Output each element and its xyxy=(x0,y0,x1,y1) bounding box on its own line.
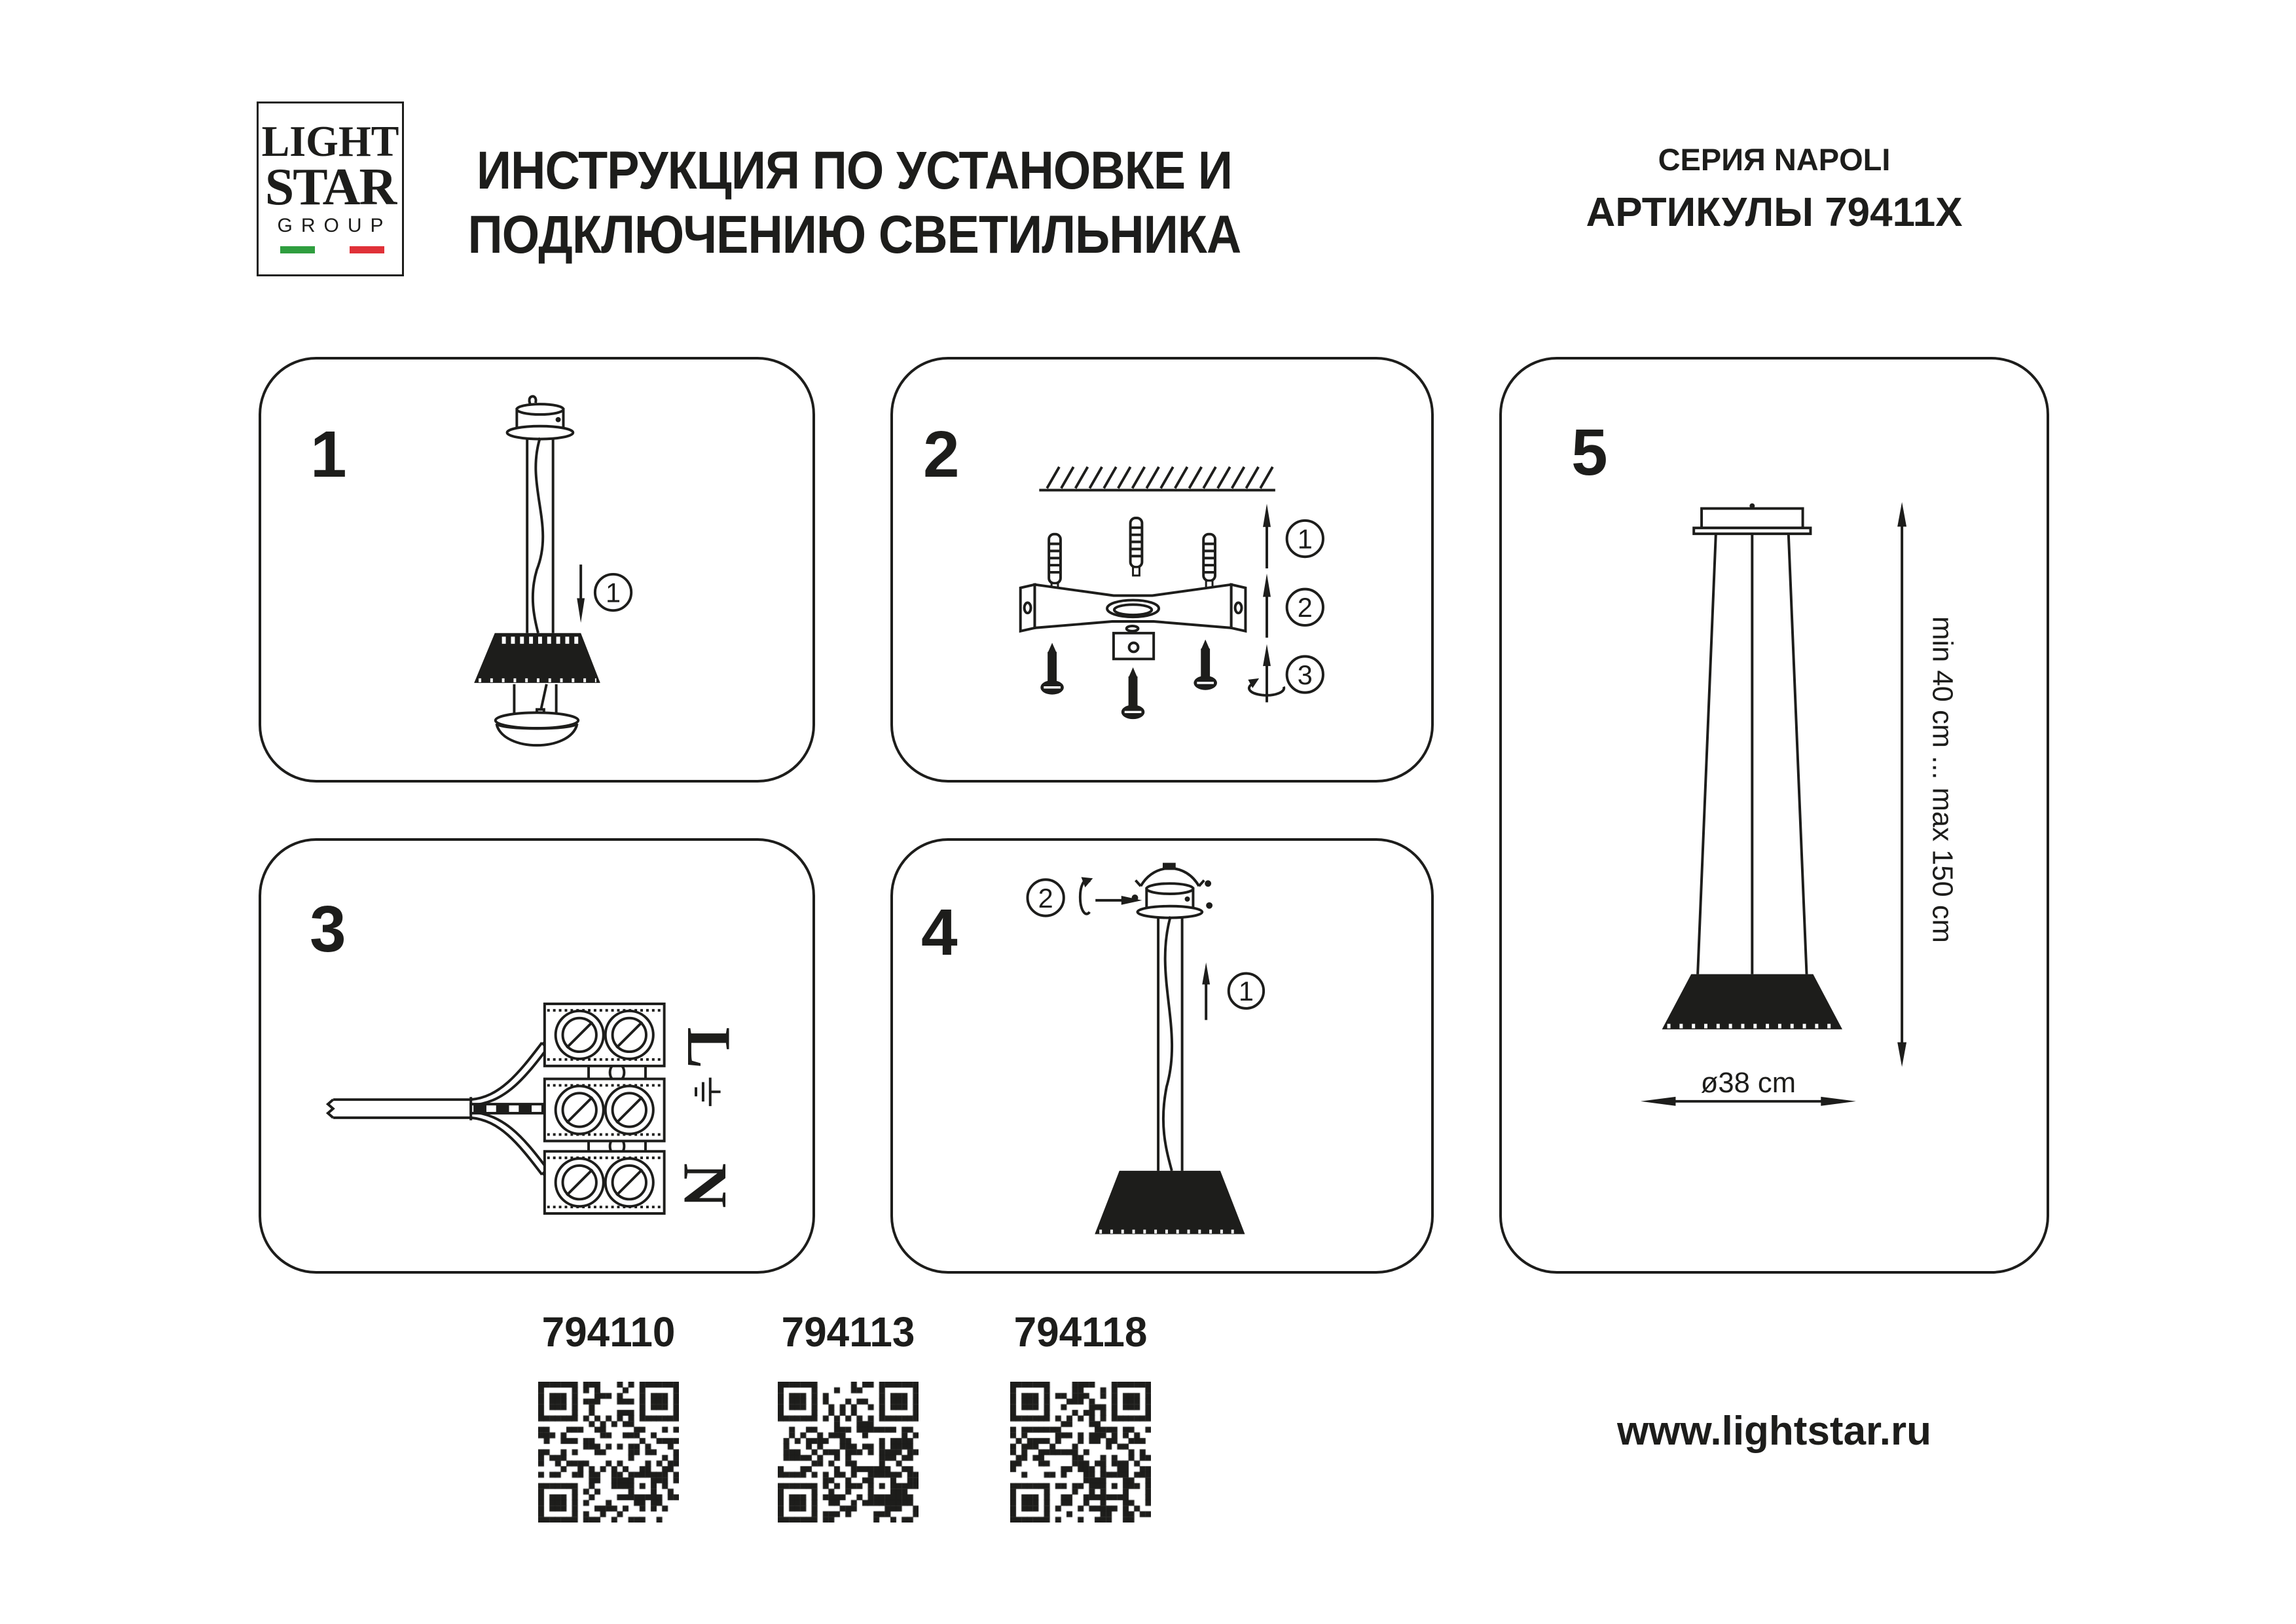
step-panel-2 xyxy=(890,357,1434,783)
article-794110 xyxy=(538,1308,679,1522)
article-code: 794118 xyxy=(1013,1308,1148,1356)
label-neutral-N: N xyxy=(670,1163,740,1208)
lightstar-logo xyxy=(257,101,404,276)
qr-code xyxy=(1010,1382,1151,1522)
step-1-callout-1: 1 xyxy=(606,577,621,608)
website-url: www.lightstar.ru xyxy=(1617,1409,1931,1454)
height-range-label: min 40 cm ... max 150 cm xyxy=(1926,616,1958,943)
step-4-callout-1: 1 xyxy=(1238,976,1254,1007)
step-1-number: 1 xyxy=(310,418,347,491)
step-2-callout-3: 3 xyxy=(1297,659,1313,690)
earth-symbol xyxy=(696,1078,721,1106)
step-2-number: 2 xyxy=(923,418,960,491)
step-panel-3 xyxy=(259,838,815,1274)
step-1-illustration xyxy=(261,360,812,780)
step-4-callout-2: 2 xyxy=(1038,882,1053,913)
step-4-number: 4 xyxy=(921,896,958,969)
qr-code xyxy=(538,1382,679,1522)
articles-code: АРТИКУЛЫ 79411X xyxy=(1586,190,1963,235)
flag-red-segment xyxy=(350,246,384,253)
qr-code xyxy=(778,1382,919,1522)
article-code: 794113 xyxy=(781,1308,915,1356)
flag-green-segment xyxy=(280,246,315,253)
diameter-label: ø38 cm xyxy=(1700,1067,1796,1099)
title-line-1: ИНСТРУКЦИЯ ПО УСТАНОВКЕ И xyxy=(477,141,1232,200)
page-title xyxy=(463,139,1247,267)
logo-word-group: GROUP xyxy=(277,215,392,236)
step-3-number: 3 xyxy=(310,893,346,966)
logo-word-star: STAR xyxy=(264,158,396,216)
series-block xyxy=(1525,143,2023,234)
series-name: СЕРИЯ NAPOLI xyxy=(1658,142,1891,177)
logo-word-light: LIGHT xyxy=(261,117,399,166)
step-panel-4 xyxy=(890,838,1434,1274)
step-5-number: 5 xyxy=(1571,416,1608,489)
step-panel-1 xyxy=(259,357,815,783)
step-2-callout-2: 2 xyxy=(1297,592,1313,623)
step-4-illustration xyxy=(893,841,1431,1271)
step-2-illustration xyxy=(893,360,1431,780)
step-5-illustration xyxy=(1502,360,2047,1271)
title-line-2: ПОДКЛЮЧЕНИЮ СВЕТИЛЬНИКА xyxy=(467,205,1241,265)
italian-flag-bar xyxy=(280,246,384,253)
step-panel-5 xyxy=(1499,357,2049,1274)
article-794113 xyxy=(778,1308,919,1522)
article-code: 794110 xyxy=(541,1308,676,1356)
step-3-illustration xyxy=(261,841,812,1271)
flag-white-segment xyxy=(315,246,350,253)
label-live-L: L xyxy=(674,1027,744,1069)
step-2-callout-1: 1 xyxy=(1297,523,1313,555)
article-794118 xyxy=(1010,1308,1151,1522)
